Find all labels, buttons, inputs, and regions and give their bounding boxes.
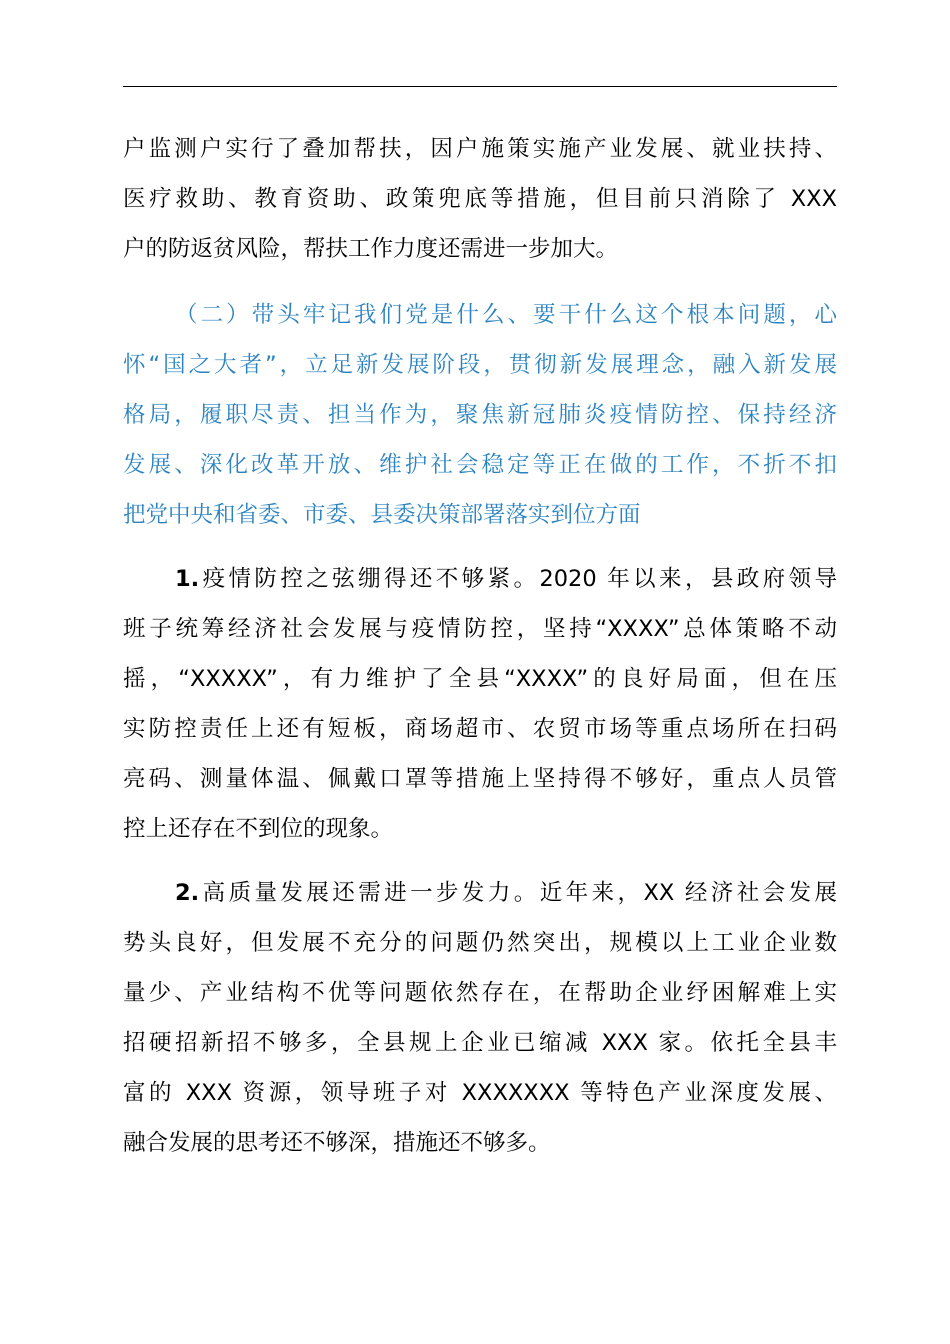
- item-1-line-1: [175, 554, 837, 604]
- section-heading-line-5: 把党中央和省委、市委、县委决策部署落实到位方面: [123, 502, 641, 528]
- paragraph-1-line-1: 户监测户实行了叠加帮扶，因户施策实施产业发展、就业扶持、: [123, 136, 837, 162]
- item-1-first-line: 疫情防控之弦绷得还不够紧。2020 年以来，县政府领导: [199, 566, 837, 592]
- item-2-first-line: 高质量发展还需进一步发力。近年来，XX 经济社会发展: [199, 880, 837, 906]
- item-2-number: 2.: [175, 880, 200, 906]
- item-2-line-6: 融合发展的思考还不够深，措施还不够多。: [123, 1130, 551, 1156]
- section-heading-line-3: 格局，履职尽责、担当作为，聚焦新冠肺炎疫情防控、保持经济: [123, 402, 837, 428]
- paragraph-1-line-2: 医疗救助、教育资助、政策兜底等措施，但目前只消除了 XXX: [123, 186, 837, 212]
- item-2-line-1: [175, 868, 837, 918]
- item-2-line-2: 势头良好，但发展不充分的问题仍然突出，规模以上工业企业数: [123, 930, 837, 956]
- item-1-line-6: 控上还存在不到位的现象。: [123, 816, 394, 842]
- header-rule: [123, 86, 837, 87]
- item-1-number: 1.: [175, 566, 200, 592]
- item-1-line-2: 班子统筹经济社会发展与疫情防控，坚持“XXXX”总体策略不动: [123, 616, 837, 642]
- item-1-line-3: 摇，“XXXXX”，有力维护了全县“XXXX”的良好局面，但在压: [123, 666, 837, 692]
- item-2-line-4: 招硬招新招不够多，全县规上企业已缩减 XXX 家。依托全县丰: [123, 1030, 837, 1056]
- item-2-line-3: 量少、产业结构不优等问题依然存在，在帮助企业纾困解难上实: [123, 980, 837, 1006]
- item-2-line-5: 富的 XXX 资源，领导班子对 XXXXXXX 等特色产业深度发展、: [123, 1080, 837, 1106]
- section-heading-line-1: （二）带头牢记我们党是什么、要干什么这个根本问题，心: [175, 302, 837, 328]
- item-1-line-5: 亮码、测量体温、佩戴口罩等措施上坚持得不够好，重点人员管: [123, 766, 837, 792]
- section-heading-line-2: 怀“国之大者”，立足新发展阶段，贯彻新发展理念，融入新发展: [123, 352, 837, 378]
- paragraph-1-line-3: 户的防返贫风险，帮扶工作力度还需进一步加大。: [123, 236, 619, 262]
- item-1-line-4: 实防控责任上还有短板，商场超市、农贸市场等重点场所在扫码: [123, 716, 837, 742]
- section-heading-line-4: 发展、深化改革开放、维护社会稳定等正在做的工作，不折不扣: [123, 452, 837, 478]
